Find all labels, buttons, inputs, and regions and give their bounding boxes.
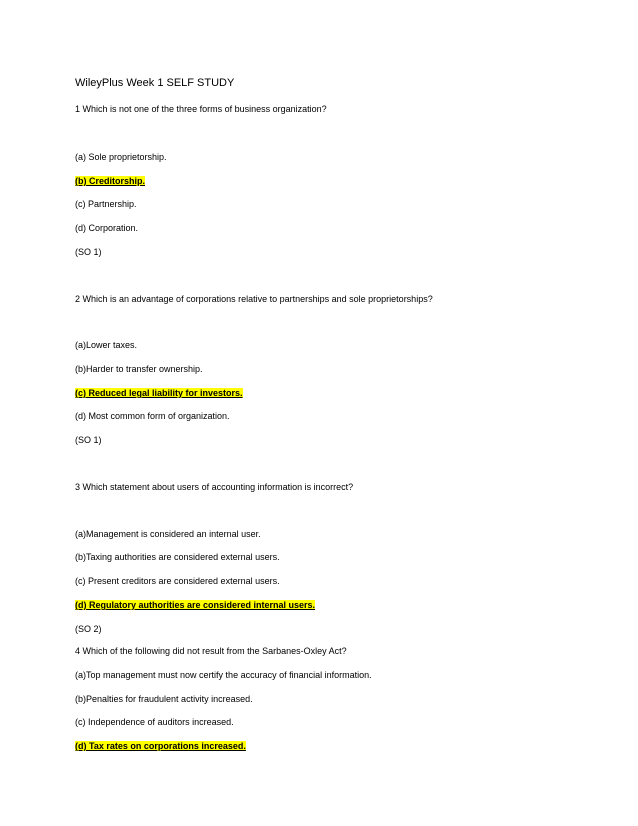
highlighted-answer: (d) Tax rates on corporations increased. <box>75 741 246 751</box>
question-4-option-c: (c) Independence of auditors increased. <box>75 717 234 727</box>
question-1-option-b-answer <box>75 176 145 187</box>
question-3-option-c: (c) Present creditors are considered external users. <box>75 576 280 586</box>
highlighted-answer: (c) Reduced legal liability for investors. <box>75 388 243 398</box>
question-3-option-d-answer <box>75 600 315 611</box>
highlighted-answer: (d) Regulatory authorities are considered internal users. <box>75 600 316 610</box>
document-title: WileyPlus Week 1 SELF STUDY <box>75 77 235 89</box>
question-2-prompt: 2 Which is an advantage of corporations relative to partnerships and sole proprietorships? <box>75 294 433 304</box>
question-4-option-d-answer <box>75 741 246 752</box>
question-1-option-c: (c) Partnership. <box>75 199 137 209</box>
highlighted-answer: (b) Creditorship. <box>75 176 145 186</box>
question-3-prompt: 3 Which statement about users of accounting information is incorrect? <box>75 482 354 492</box>
question-2-option-c-answer <box>75 388 243 399</box>
question-1-option-d: (d) Corporation. <box>75 223 139 233</box>
question-2-ref: (SO 1) <box>75 435 102 445</box>
question-3-option-a: (a)Management is considered an internal user. <box>75 529 261 539</box>
question-3-option-b: (b)Taxing authorities are considered external users. <box>75 552 280 562</box>
question-2-option-a: (a)Lower taxes. <box>75 340 138 350</box>
question-1-prompt: 1 Which is not one of the three forms of business organization? <box>75 104 327 114</box>
question-4-option-a: (a)Top management must now certify the accuracy of financial information. <box>75 670 372 680</box>
question-1-option-a: (a) Sole proprietorship. <box>75 152 167 162</box>
question-1-ref: (SO 1) <box>75 247 102 257</box>
question-4-prompt: 4 Which of the following did not result from the Sarbanes-Oxley Act? <box>75 646 347 656</box>
question-2-option-b: (b)Harder to transfer ownership. <box>75 364 203 374</box>
question-2-option-d: (d) Most common form of organization. <box>75 411 230 421</box>
question-3-ref: (SO 2) <box>75 624 102 634</box>
question-4-option-b: (b)Penalties for fraudulent activity increased. <box>75 694 253 704</box>
